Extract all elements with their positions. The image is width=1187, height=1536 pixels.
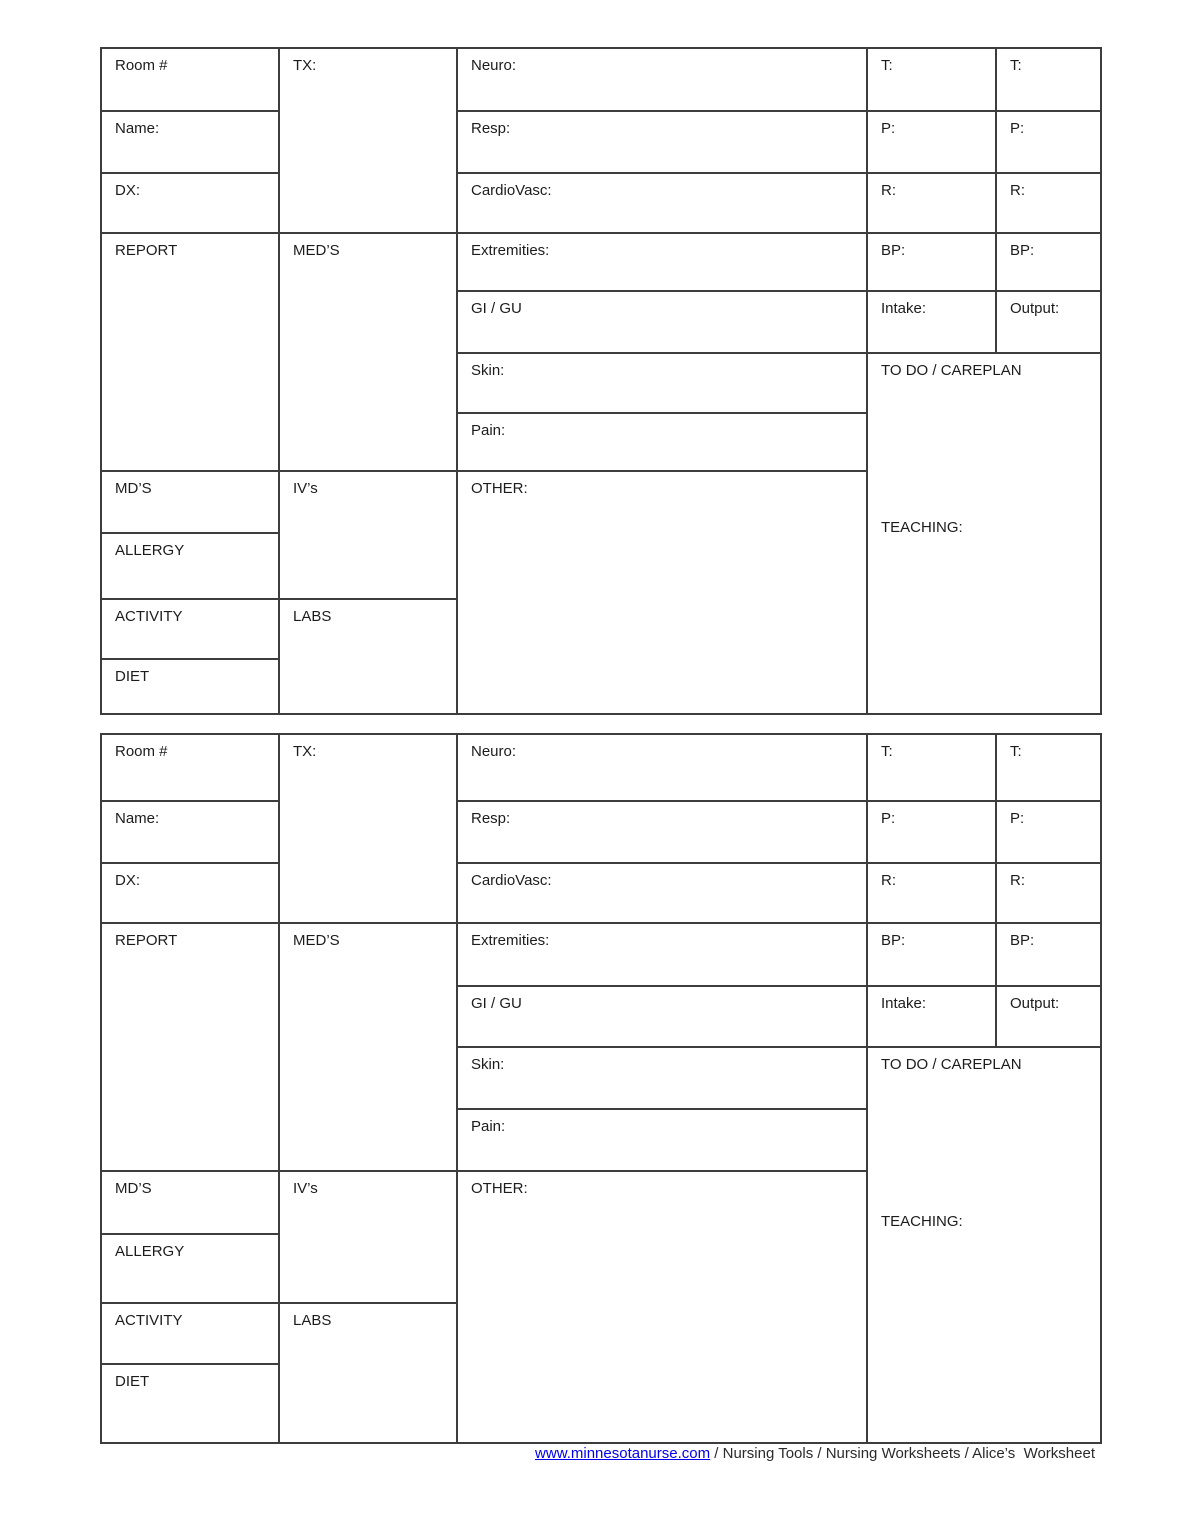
report-label: REPORT xyxy=(115,242,178,259)
pain-label: Pain: xyxy=(471,422,506,439)
extremities-label: Extremities: xyxy=(471,242,550,259)
labs-label: LABS xyxy=(293,1312,332,1329)
intake-label: Intake: xyxy=(881,995,927,1012)
pulse-label: P: xyxy=(1010,120,1025,137)
pain-cell xyxy=(456,1108,866,1170)
name-cell xyxy=(100,110,278,172)
output-label: Output: xyxy=(1010,300,1060,317)
mds-label: MD’S xyxy=(115,1180,152,1197)
extremities-cell xyxy=(456,232,866,290)
resp-rate-label: R: xyxy=(881,872,896,889)
bp-label: BP: xyxy=(1010,932,1035,949)
allergy-label: ALLERGY xyxy=(115,1243,185,1260)
dx-cell xyxy=(100,862,278,922)
bp-cell-left xyxy=(866,922,995,985)
resp-cell xyxy=(456,800,866,862)
todo-careplan-cell xyxy=(866,352,1100,713)
teaching-label: TEACHING: xyxy=(881,519,963,536)
footer-credit-text: / Nursing Tools / Nursing Worksheets / Alice’s Worksheet xyxy=(710,1445,1095,1462)
resp-cell xyxy=(456,110,866,172)
other-label: OTHER: xyxy=(471,480,528,497)
output-cell xyxy=(995,985,1100,1046)
dx-label: DX: xyxy=(115,872,141,889)
temp-cell-left xyxy=(866,47,995,110)
todo-careplan-label: TO DO / CAREPLAN xyxy=(881,362,1022,379)
activity-cell xyxy=(100,1302,278,1363)
neuro-label: Neuro: xyxy=(471,743,517,760)
gi-gu-label: GI / GU xyxy=(471,300,522,317)
dx-cell xyxy=(100,172,278,232)
extremities-label: Extremities: xyxy=(471,932,550,949)
cardiovasc-cell xyxy=(456,862,866,922)
skin-label: Skin: xyxy=(471,362,505,379)
resp-label: Resp: xyxy=(471,120,511,137)
meds-cell xyxy=(278,922,456,1170)
pulse-cell-left xyxy=(866,800,995,862)
worksheet-block xyxy=(100,733,1102,1444)
report-cell xyxy=(100,922,278,1170)
temp-cell-right xyxy=(995,47,1100,110)
skin-cell xyxy=(456,352,866,412)
worksheet-block xyxy=(100,47,1102,715)
bp-cell-left xyxy=(866,232,995,290)
temp-label: T: xyxy=(881,57,893,74)
tx-cell xyxy=(278,733,456,922)
resp-rate-label: R: xyxy=(1010,182,1025,199)
temp-cell-left xyxy=(866,733,995,800)
diet-label: DIET xyxy=(115,668,150,685)
ivs-cell xyxy=(278,470,456,598)
neuro-cell xyxy=(456,733,866,800)
cardiovasc-cell xyxy=(456,172,866,232)
tx-label: TX: xyxy=(293,57,317,74)
allergy-cell xyxy=(100,532,278,598)
pulse-label: P: xyxy=(1010,810,1025,827)
todo-careplan-cell xyxy=(866,1046,1100,1442)
footer-credit xyxy=(100,1444,1095,1463)
meds-label: MED’S xyxy=(293,932,340,949)
allergy-cell xyxy=(100,1233,278,1302)
resp-rate-cell-left xyxy=(866,172,995,232)
gi-gu-cell xyxy=(456,290,866,352)
cardiovasc-label: CardioVasc: xyxy=(471,182,552,199)
report-cell xyxy=(100,232,278,470)
extremities-cell xyxy=(456,922,866,985)
intake-cell xyxy=(866,290,995,352)
activity-label: ACTIVITY xyxy=(115,608,183,625)
footer-link[interactable]: www.minnesotanurse.com xyxy=(535,1445,711,1462)
skin-label: Skin: xyxy=(471,1056,505,1073)
temp-label: T: xyxy=(1010,57,1022,74)
output-cell xyxy=(995,290,1100,352)
ivs-label: IV’s xyxy=(293,480,318,497)
ivs-label: IV’s xyxy=(293,1180,318,1197)
pain-label: Pain: xyxy=(471,1118,506,1135)
other-cell xyxy=(456,470,866,713)
cardiovasc-label: CardioVasc: xyxy=(471,872,552,889)
mds-label: MD’S xyxy=(115,480,152,497)
neuro-cell xyxy=(456,47,866,110)
output-label: Output: xyxy=(1010,995,1060,1012)
pulse-label: P: xyxy=(881,120,896,137)
name-label: Name: xyxy=(115,120,160,137)
temp-label: T: xyxy=(1010,743,1022,760)
pulse-cell-right xyxy=(995,110,1100,172)
resp-rate-cell-right xyxy=(995,862,1100,922)
resp-rate-cell-right xyxy=(995,172,1100,232)
temp-cell-right xyxy=(995,733,1100,800)
resp-label: Resp: xyxy=(471,810,511,827)
meds-label: MED’S xyxy=(293,242,340,259)
todo-careplan-label: TO DO / CAREPLAN xyxy=(881,1056,1022,1073)
diet-cell xyxy=(100,658,278,713)
ivs-cell xyxy=(278,1170,456,1302)
pulse-cell-right xyxy=(995,800,1100,862)
intake-label: Intake: xyxy=(881,300,927,317)
room-number-cell xyxy=(100,47,278,110)
mds-cell xyxy=(100,1170,278,1233)
resp-rate-label: R: xyxy=(881,182,896,199)
bp-cell-right xyxy=(995,232,1100,290)
gi-gu-cell xyxy=(456,985,866,1046)
temp-label: T: xyxy=(881,743,893,760)
bp-cell-right xyxy=(995,922,1100,985)
activity-cell xyxy=(100,598,278,658)
labs-label: LABS xyxy=(293,608,332,625)
diet-cell xyxy=(100,1363,278,1442)
neuro-label: Neuro: xyxy=(471,57,517,74)
mds-cell xyxy=(100,470,278,532)
diet-label: DIET xyxy=(115,1373,150,1390)
pulse-cell-left xyxy=(866,110,995,172)
gi-gu-label: GI / GU xyxy=(471,995,522,1012)
allergy-label: ALLERGY xyxy=(115,542,185,559)
skin-cell xyxy=(456,1046,866,1108)
dx-label: DX: xyxy=(115,182,141,199)
bp-label: BP: xyxy=(881,242,906,259)
resp-rate-label: R: xyxy=(1010,872,1025,889)
activity-label: ACTIVITY xyxy=(115,1312,183,1329)
name-label: Name: xyxy=(115,810,160,827)
room-number-label: Room # xyxy=(115,57,168,74)
pain-cell xyxy=(456,412,866,470)
room-number-cell xyxy=(100,733,278,800)
tx-cell xyxy=(278,47,456,232)
report-label: REPORT xyxy=(115,932,178,949)
labs-cell xyxy=(278,1302,456,1442)
meds-cell xyxy=(278,232,456,470)
pulse-label: P: xyxy=(881,810,896,827)
other-label: OTHER: xyxy=(471,1180,528,1197)
name-cell xyxy=(100,800,278,862)
teaching-label: TEACHING: xyxy=(881,1213,963,1230)
bp-label: BP: xyxy=(1010,242,1035,259)
other-cell xyxy=(456,1170,866,1442)
labs-cell xyxy=(278,598,456,713)
resp-rate-cell-left xyxy=(866,862,995,922)
room-number-label: Room # xyxy=(115,743,168,760)
intake-cell xyxy=(866,985,995,1046)
bp-label: BP: xyxy=(881,932,906,949)
tx-label: TX: xyxy=(293,743,317,760)
